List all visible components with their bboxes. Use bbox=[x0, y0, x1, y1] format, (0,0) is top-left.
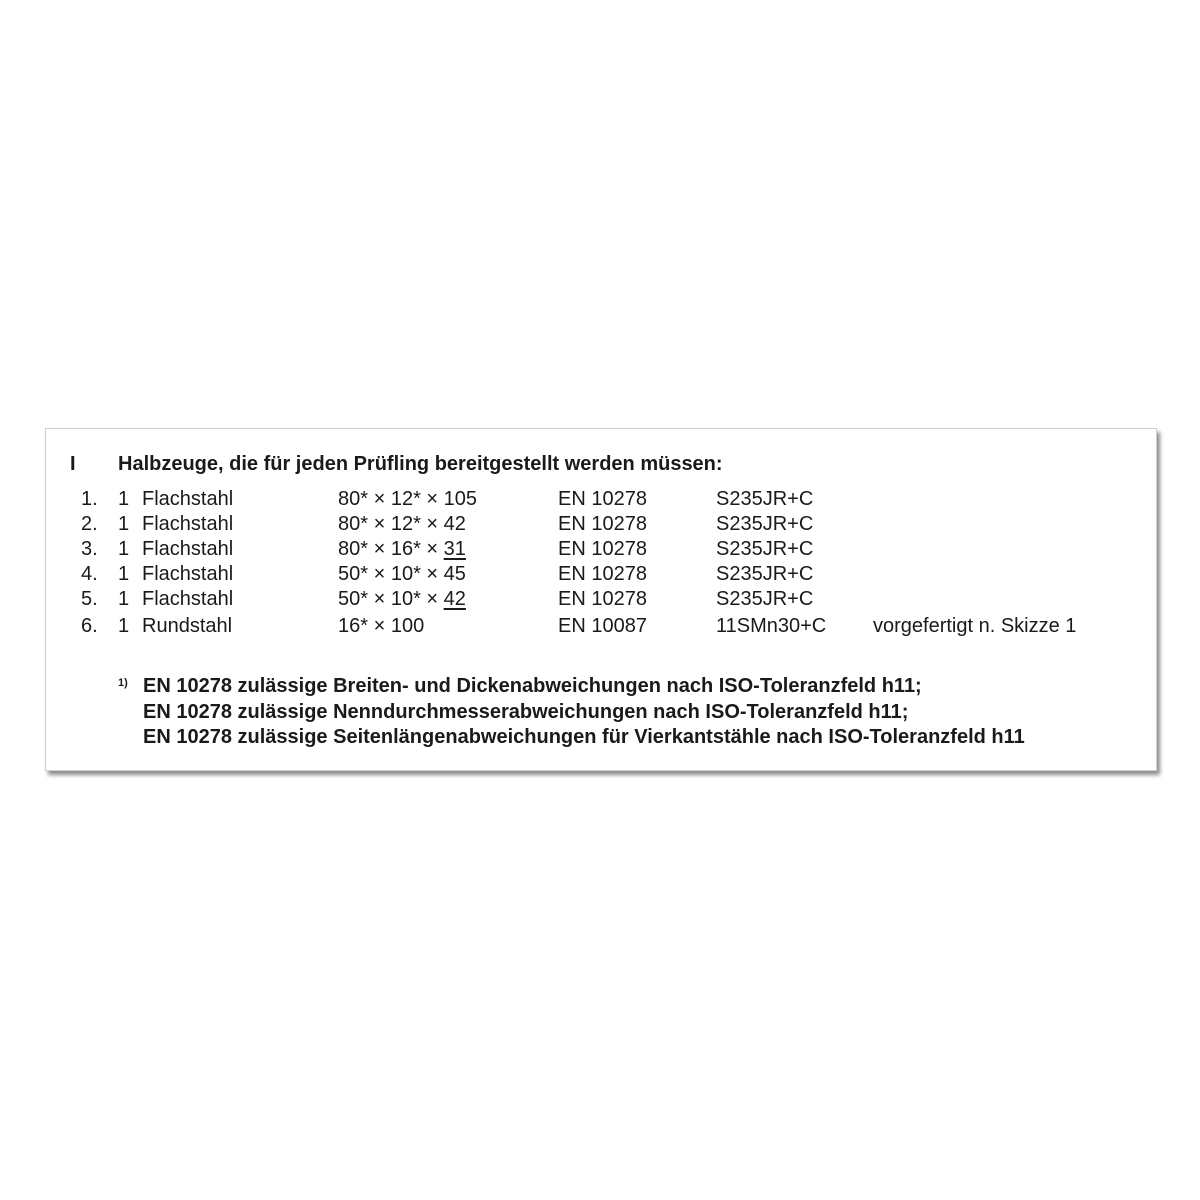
row-number: 6. bbox=[81, 615, 98, 637]
footnote-line: EN 10278 zulässige Breiten- und Dickenabweichungen nach ISO-Toleranzfeld h11; bbox=[143, 675, 922, 697]
row-dim-length: 42 bbox=[443, 513, 466, 535]
row-dim-length: 42 bbox=[443, 588, 466, 610]
row-quantity: 1 bbox=[118, 513, 130, 535]
row-quantity: 1 bbox=[118, 588, 130, 610]
table-row bbox=[46, 538, 1156, 562]
row-dim-prefix: 50* × 10* × bbox=[338, 563, 444, 585]
parts-list-card bbox=[45, 428, 1157, 771]
row-quantity: 1 bbox=[118, 615, 130, 637]
row-quantity: 1 bbox=[118, 538, 130, 560]
section-number: I bbox=[70, 453, 76, 475]
row-dimensions bbox=[338, 488, 477, 511]
table-row bbox=[46, 588, 1156, 612]
row-standard: EN 10278 bbox=[558, 488, 647, 510]
row-material: S235JR+C bbox=[716, 513, 814, 535]
row-standard: EN 10278 bbox=[558, 563, 647, 585]
row-number: 4. bbox=[81, 563, 98, 585]
row-dim-prefix: 80* × 12* × bbox=[338, 488, 444, 510]
row-dim-prefix: 16* × bbox=[338, 615, 391, 637]
row-dimensions bbox=[338, 615, 424, 638]
row-dimensions bbox=[338, 538, 466, 561]
table-row bbox=[46, 513, 1156, 537]
row-note: vorgefertigt n. Skizze 1 bbox=[873, 615, 1077, 637]
row-quantity: 1 bbox=[118, 488, 130, 510]
row-number: 3. bbox=[81, 538, 98, 560]
row-number: 1. bbox=[81, 488, 98, 510]
row-material: S235JR+C bbox=[716, 538, 814, 560]
row-standard: EN 10278 bbox=[558, 538, 647, 560]
row-quantity: 1 bbox=[118, 563, 130, 585]
row-dim-length: 45 bbox=[443, 563, 466, 585]
row-number: 5. bbox=[81, 588, 98, 610]
row-material: S235JR+C bbox=[716, 563, 814, 585]
row-dim-length: 31 bbox=[443, 538, 466, 560]
table-row bbox=[46, 488, 1156, 512]
row-standard: EN 10278 bbox=[558, 588, 647, 610]
row-name: Flachstahl bbox=[142, 538, 234, 560]
table-row bbox=[46, 615, 1156, 639]
row-material: 11SMn30+C bbox=[716, 615, 827, 637]
footnote-marker: 1) bbox=[118, 677, 128, 689]
row-dim-prefix: 50* × 10* × bbox=[338, 588, 444, 610]
row-dimensions bbox=[338, 563, 466, 586]
row-material: S235JR+C bbox=[716, 488, 814, 510]
footnote-line: EN 10278 zulässige Nenndurchmesserabweichungen nach ISO-Toleranzfeld h11; bbox=[143, 701, 909, 723]
footnote-line: EN 10278 zulässige Seitenlängenabweichungen für Vierkantstähle nach ISO-Toleranzfeld h11 bbox=[143, 726, 1025, 748]
row-name: Flachstahl bbox=[142, 488, 234, 510]
row-dim-length: 100 bbox=[390, 615, 425, 637]
row-number: 2. bbox=[81, 513, 98, 535]
row-name: Rundstahl bbox=[142, 615, 233, 637]
row-standard: EN 10087 bbox=[558, 615, 647, 637]
row-dim-length: 105 bbox=[443, 488, 478, 510]
table-row bbox=[46, 563, 1156, 587]
row-dim-prefix: 80* × 12* × bbox=[338, 513, 444, 535]
row-name: Flachstahl bbox=[142, 588, 234, 610]
row-material: S235JR+C bbox=[716, 588, 814, 610]
row-dim-prefix: 80* × 16* × bbox=[338, 538, 444, 560]
row-name: Flachstahl bbox=[142, 513, 234, 535]
row-standard: EN 10278 bbox=[558, 513, 647, 535]
row-dimensions bbox=[338, 513, 466, 536]
row-name: Flachstahl bbox=[142, 563, 234, 585]
row-dimensions bbox=[338, 588, 466, 611]
section-title: Halbzeuge, die für jeden Prüfling bereitgestellt werden müssen: bbox=[118, 453, 723, 475]
